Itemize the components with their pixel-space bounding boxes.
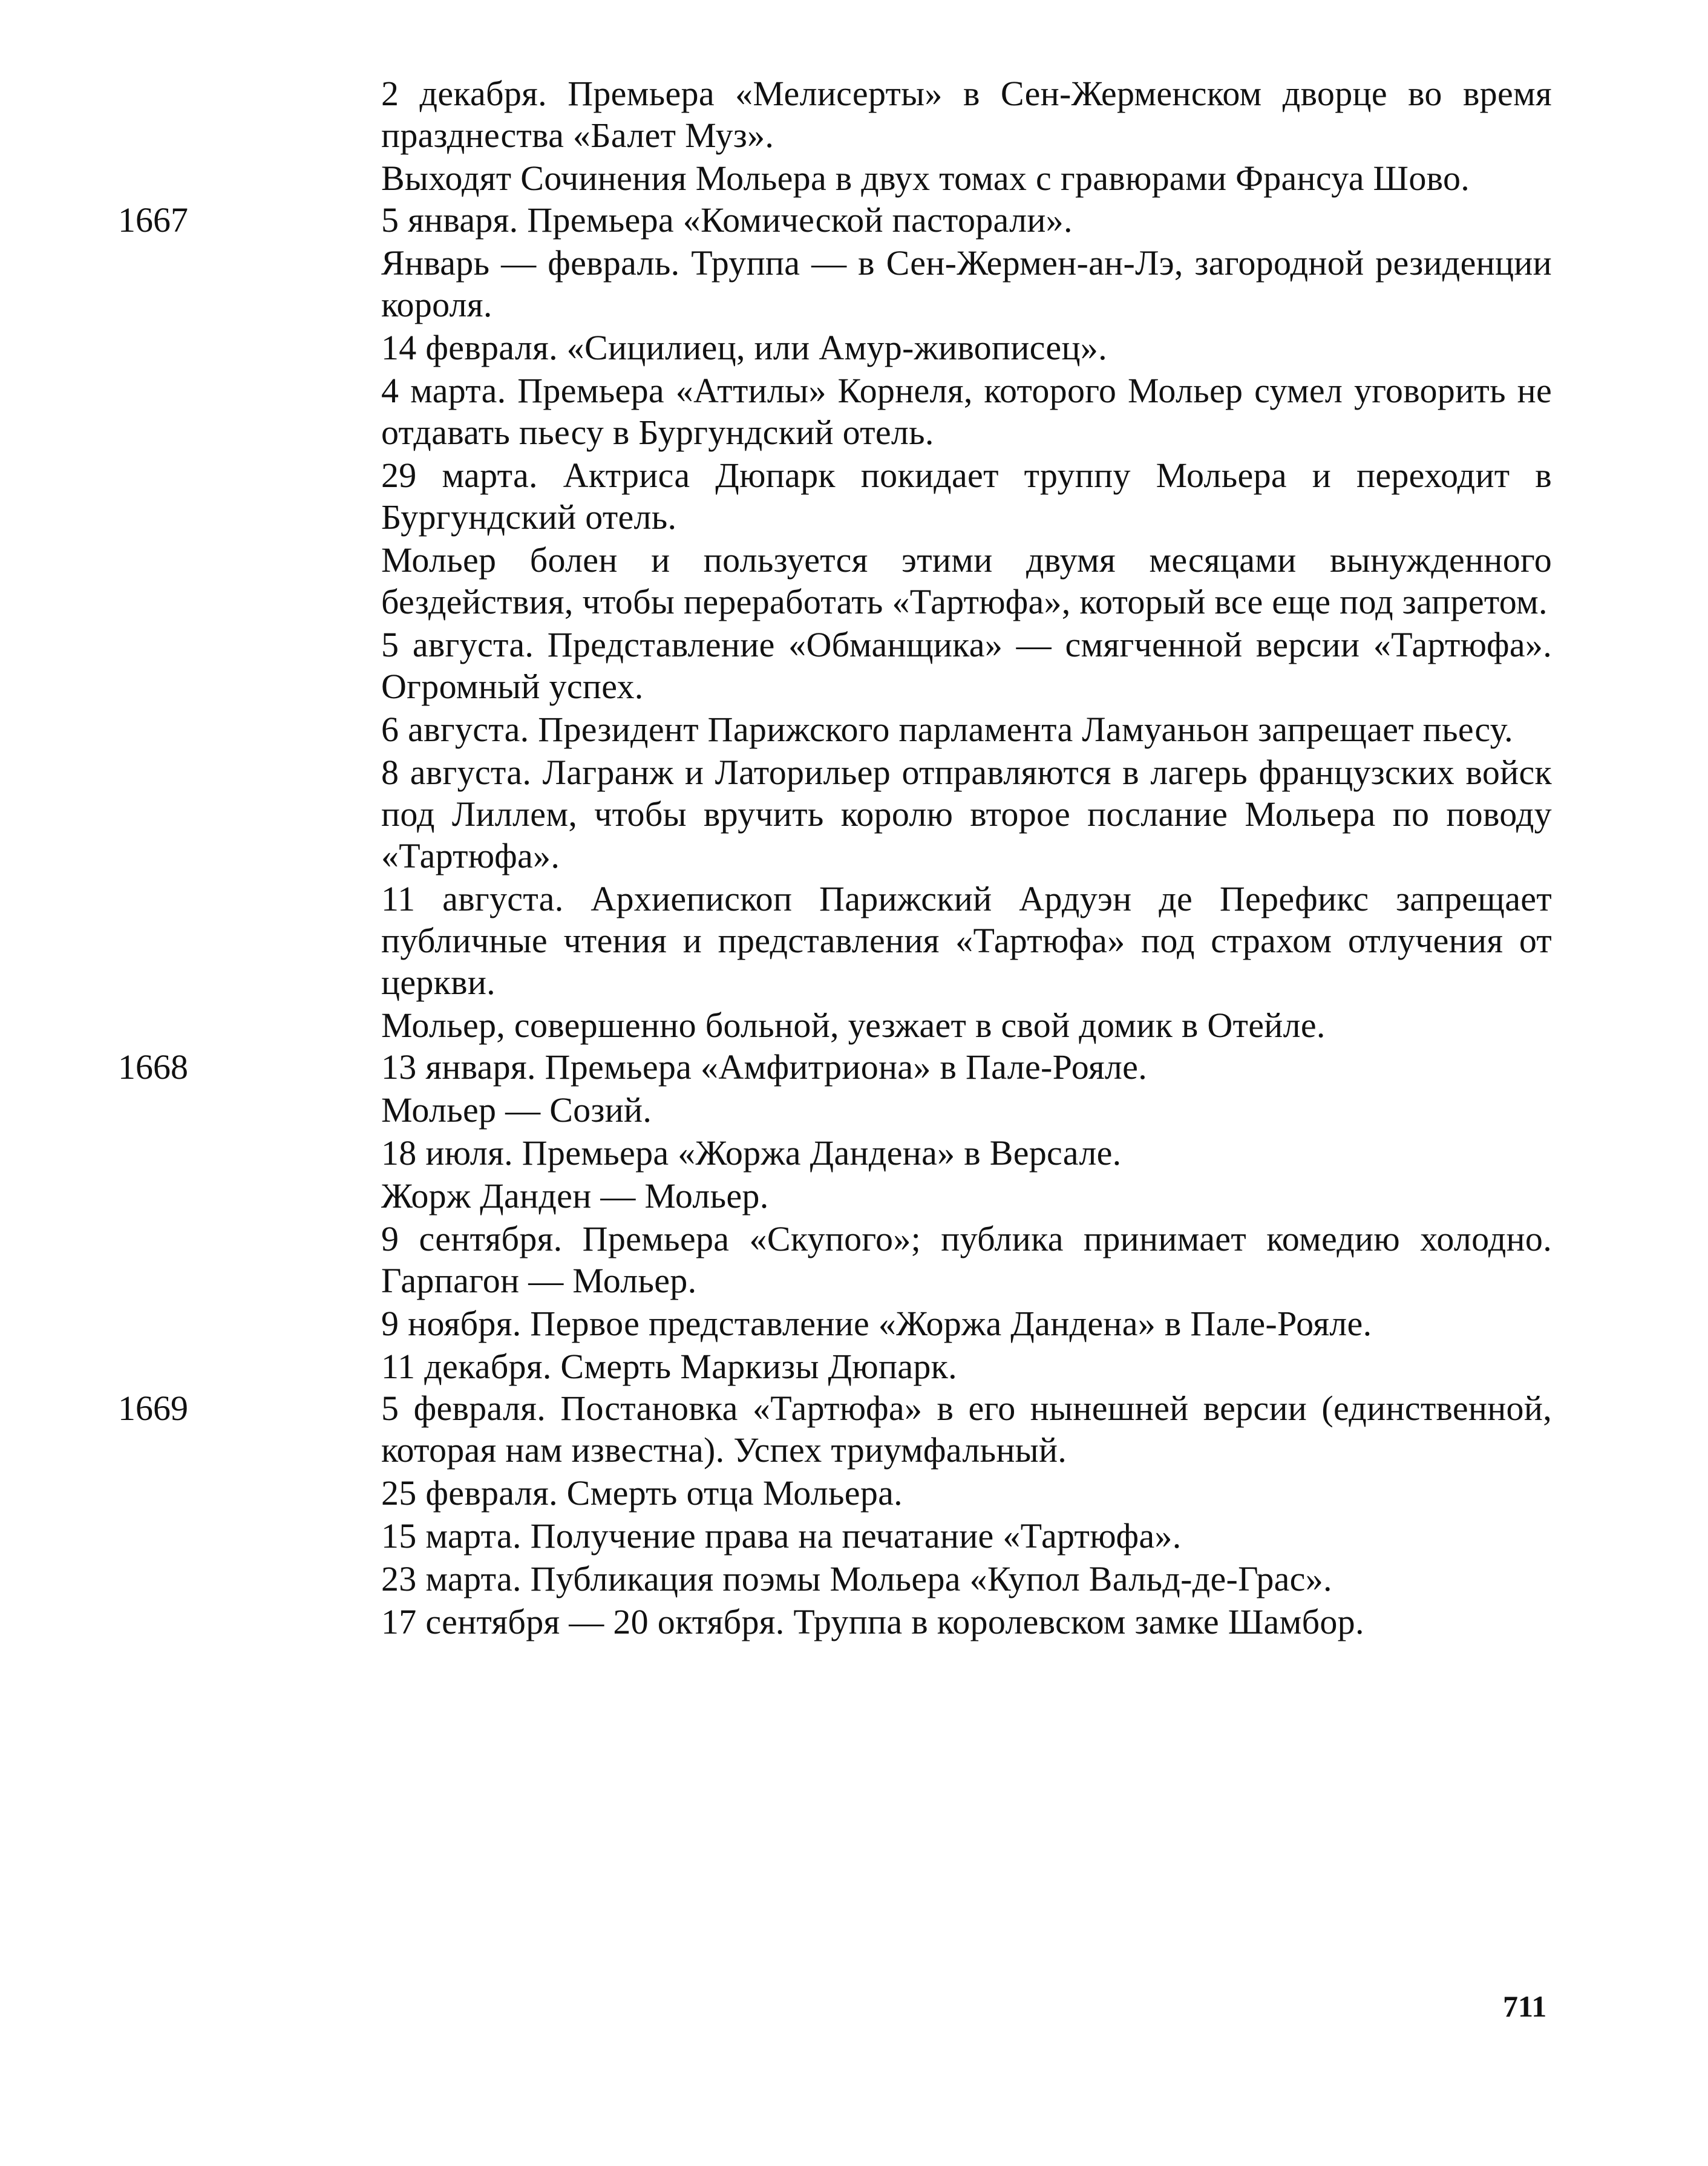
timeline-entry: 5 февраля. Постановка «Тартюфа» в его нынешней версии (единственной, которая нам известна). Успех триумфальный. (381, 1389, 1552, 1470)
timeline-entry: 23 марта. Публикация поэмы Мольера «Купол Вальд-де-Грас». (381, 1559, 1332, 1598)
timeline-entry: Мольер болен и пользуется этими двумя месяцами вынужденного бездействия, чтобы переработать «Тартюфа», который все еще под запретом. (381, 540, 1552, 621)
timeline-entry: 14 февраля. «Сицилиец, или Амур-живописец». (381, 328, 1107, 367)
timeline-entry: Мольер — Созий. (381, 1090, 652, 1130)
year-label: 1668 (118, 1047, 188, 1087)
year-label: 1669 (118, 1389, 188, 1428)
timeline-entry: Выходят Сочинения Мольера в двух томах с гравюрами Франсуа Шово. (381, 159, 1470, 198)
entries-list (381, 1046, 1552, 1387)
timeline-entry: Январь — февраль. Труппа — в Сен-Жермен-ан-Лэ, загородной резиденции короля. (381, 243, 1552, 324)
timeline-entry: 4 марта. Премьера «Аттилы» Корнеля, которого Мольер сумел уговорить не отдавать пьесу в Бургундский отель. (381, 371, 1552, 452)
timeline-entry: 17 сентября — 20 октября. Труппа в королевском замке Шамбор. (381, 1602, 1364, 1641)
entries-list (381, 199, 1552, 1046)
timeline-entry: 15 марта. Получение права на печатание «Тартюфа». (381, 1516, 1182, 1556)
page-number: 711 (1503, 1989, 1547, 2023)
timeline-entry: Мольер, совершенно больной, уезжает в свой домик в Отейле. (381, 1006, 1326, 1045)
timeline-entry: 5 августа. Представление «Обманщика» — смягченной версии «Тартюфа». Огромный успех. (381, 625, 1552, 706)
year-block-continued (118, 73, 1552, 199)
timeline-entry: 25 февраля. Смерть отца Мольера. (381, 1473, 903, 1513)
timeline-entry: 5 января. Премьера «Комической пасторали». (381, 200, 1073, 240)
timeline-entry: 29 марта. Актриса Дюпарк покидает труппу Мольера и переходит в Бургундский отель. (381, 456, 1552, 537)
year-block-1668 (118, 1046, 1552, 1387)
year-block-1667 (118, 199, 1552, 1046)
entries-list (381, 1387, 1552, 1643)
timeline-entry: 11 августа. Архиепископ Парижский Ардуэн де Перефикс запрещает публичные чтения и представления «Тартюфа» под страхом отлучения от церкви. (381, 879, 1552, 1002)
timeline-entry: 9 ноября. Первое представление «Жоржа Дандена» в Пале-Рояле. (381, 1304, 1372, 1343)
timeline-entry: 9 сентября. Премьера «Скупого»; публика принимает комедию холодно. Гарпагон — Мольер. (381, 1219, 1552, 1300)
timeline-entry: 6 августа. Президент Парижского парламента Ламуаньон запрещает пьесу. (381, 710, 1513, 749)
entries-list (381, 73, 1552, 199)
timeline-entry: 11 декабря. Смерть Маркизы Дюпарк. (381, 1347, 957, 1386)
timeline-entry: 13 января. Премьера «Амфитриона» в Пале-Рояле. (381, 1047, 1148, 1087)
timeline-entry: 8 августа. Лагранж и Латорильер отправляются в лагерь французских войск под Лиллем, чтобы вручить королю второе послание Мольера по поводу «Тартюфа». (381, 753, 1552, 875)
timeline-entry: 18 июля. Премьера «Жоржа Дандена» в Версале. (381, 1133, 1122, 1173)
year-label: 1667 (118, 200, 188, 240)
timeline-entry: Жорж Данден — Мольер. (381, 1176, 769, 1216)
chronology-timeline (118, 73, 1552, 1643)
year-block-1669 (118, 1387, 1552, 1643)
timeline-entry: 2 декабря. Премьера «Мелисерты» в Сен-Жерменском дворце во время празднества «Балет Муз». (381, 74, 1552, 155)
